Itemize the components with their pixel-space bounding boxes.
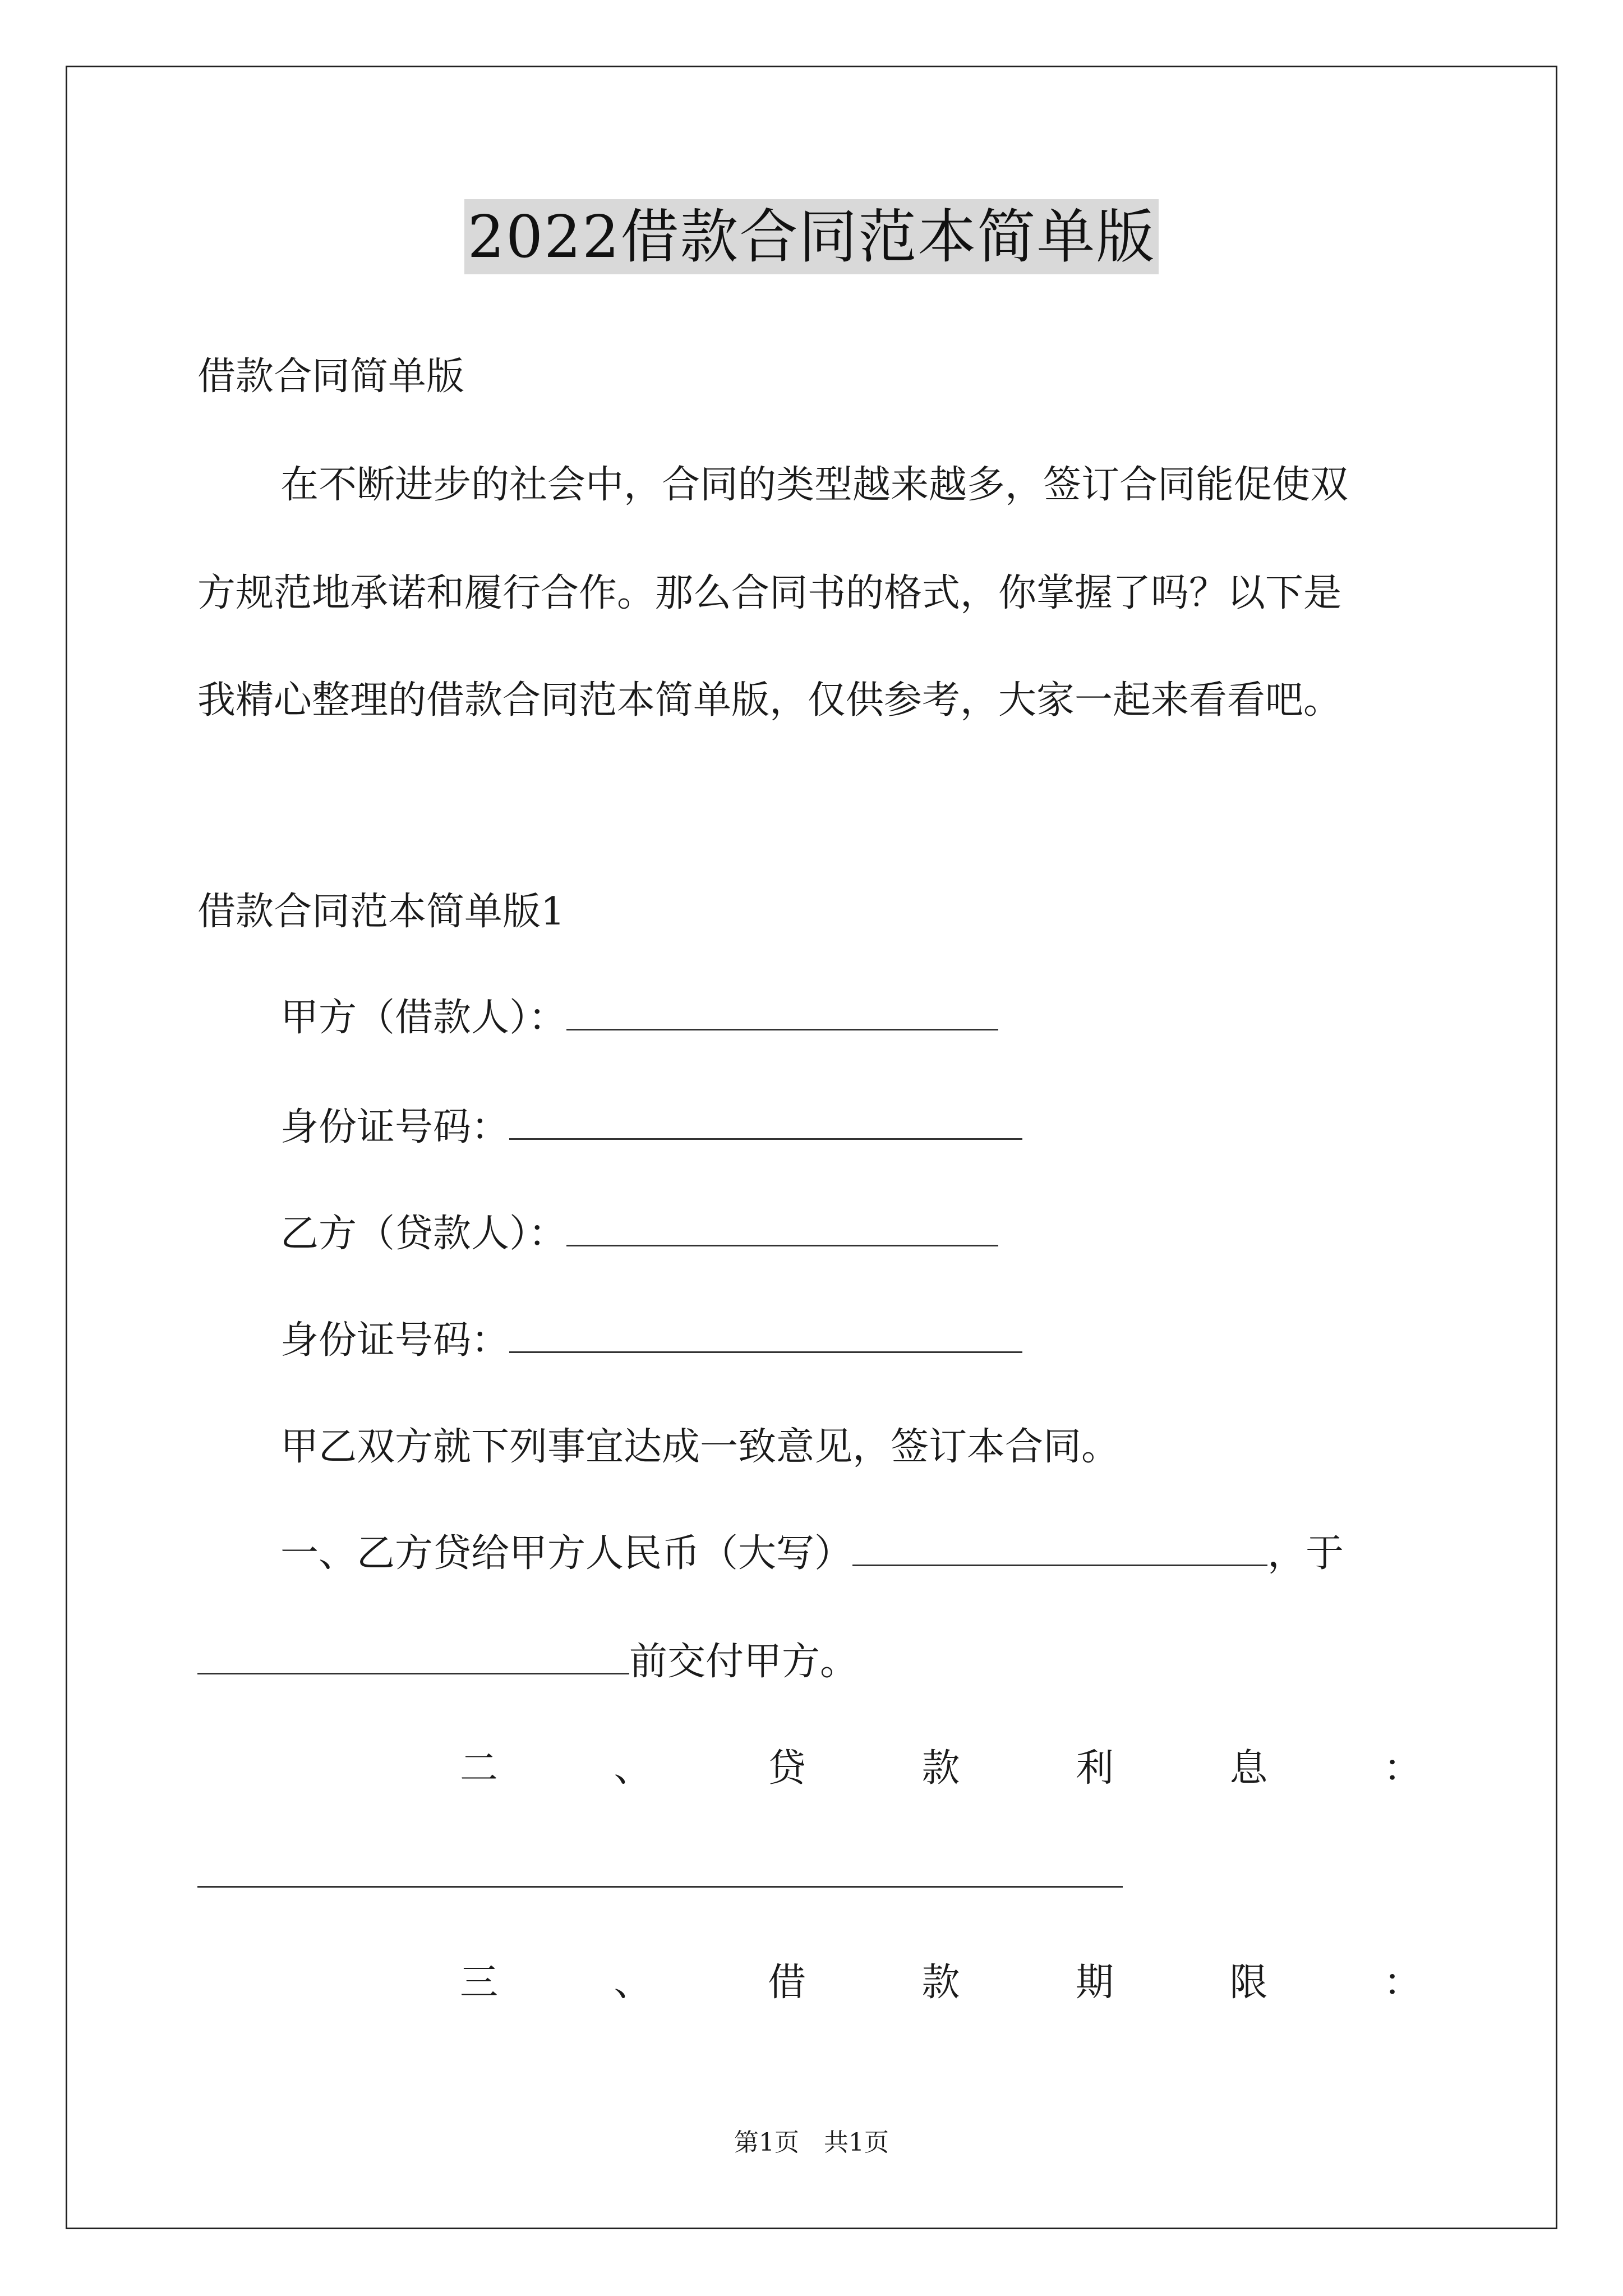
party-b-row: [280, 1209, 998, 1259]
party-a-label: 甲方（借款人）：: [280, 996, 567, 1040]
clause-3-char: 三: [460, 1961, 499, 2005]
clause-2-char: ：: [1383, 1746, 1422, 1791]
clause-2-char: 二: [460, 1746, 499, 1791]
party-b-label: 乙方（贷款人）：: [280, 1212, 567, 1256]
party-b-field[interactable]: [566, 1210, 998, 1246]
clause-1-cont-text: 前交付甲方。: [629, 1640, 859, 1684]
id-field-2[interactable]: [509, 1317, 1022, 1353]
party-a-row: [280, 993, 998, 1043]
clause-3-char: 、: [614, 1961, 652, 2005]
clause-1-text: 一、乙方贷给甲方人民币（大写）: [280, 1531, 853, 1576]
clause-2-char: 利: [1075, 1746, 1114, 1791]
page-footer: 第1页 共1页: [734, 2128, 889, 2157]
party-a-field[interactable]: [566, 994, 998, 1030]
intro-line-2: 方规范地承诺和履行合作。那么合同书的格式，你掌握了吗？以下是: [197, 571, 1342, 615]
subtitle: 借款合同简单版: [197, 355, 465, 399]
clause-3-char: 款: [921, 1961, 960, 2005]
amount-field[interactable]: [852, 1530, 1267, 1566]
clause-2-heading: [460, 1743, 1422, 1794]
interest-field[interactable]: [197, 1886, 1123, 1888]
id-label-1: 身份证号码：: [280, 1105, 510, 1149]
clause-2-char: 贷: [767, 1746, 806, 1791]
clause-2-char: 款: [921, 1746, 960, 1791]
clause-3-char: 借: [767, 1961, 806, 2005]
clause-3-heading: [460, 1958, 1422, 2008]
clause-3-char: ：: [1383, 1961, 1422, 2005]
date-field[interactable]: [197, 1638, 629, 1674]
clause-2-char: 息: [1229, 1746, 1268, 1791]
id-label-2: 身份证号码：: [280, 1318, 510, 1363]
id-row-1: [280, 1102, 1022, 1153]
title-block: [0, 199, 1623, 274]
intro-line-1: 在不断进步的社会中，合同的类型越来越多，签订合同能促使双: [280, 463, 1349, 507]
intro-line-3: 我精心整理的借款合同范本简单版，仅供参考，大家一起来看看吧。: [197, 678, 1342, 723]
id-row-2: [280, 1315, 1022, 1366]
agreement-text: 甲乙双方就下列事宜达成一致意见，签订本合同。: [280, 1425, 1120, 1469]
clause-1-row: [280, 1529, 1344, 1579]
clause-3-char: 期: [1075, 1961, 1114, 2005]
clause-1-cont-row: [197, 1637, 858, 1687]
id-field-1[interactable]: [509, 1103, 1022, 1140]
clause-1-suffix: ，于: [1267, 1531, 1344, 1576]
clause-3-char: 限: [1229, 1961, 1268, 2005]
clause-2-char: 、: [614, 1746, 652, 1791]
document-title: 2022借款合同范本简单版: [464, 199, 1159, 274]
section-title: 借款合同范本简单版1: [197, 890, 565, 934]
